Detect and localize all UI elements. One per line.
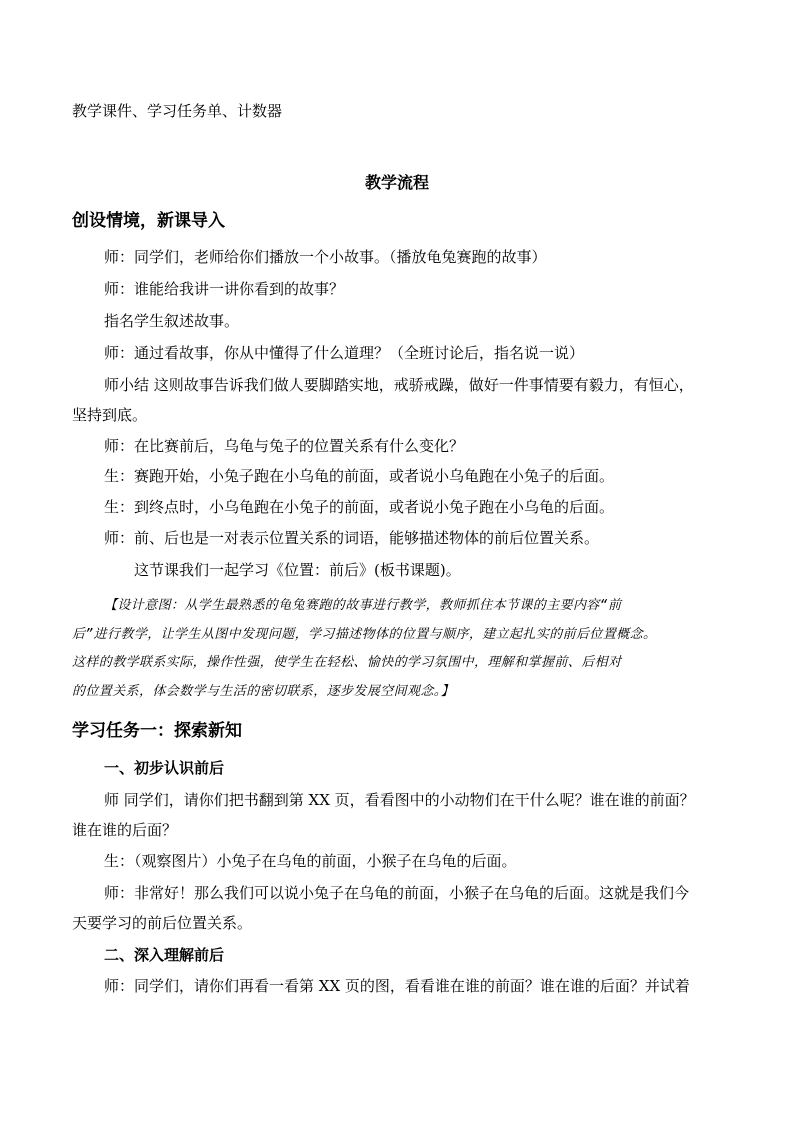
paragraph: 师：在比赛前后，乌龟与兔子的位置关系有什么变化？ (104, 437, 465, 455)
subheading: 一、初步认识前后 (104, 759, 225, 777)
design-intent-line: 后”进行教学，让学生从图中发现问题，学习描述物体的位置与顺序，建立起扎实的前后位置概念。 (72, 627, 657, 642)
paragraph: 师：谁能给我讲一讲你看到的故事？ (104, 280, 345, 298)
paragraph: 师：非常好！那么我们可以说小兔子在乌龟的前面，小猴子在乌龟的后面。这就是我们今 (104, 884, 690, 902)
materials-line: 教学课件、学习任务单、计数器 (72, 102, 283, 120)
process-title: 教学流程 (364, 173, 429, 192)
design-intent-line: 【设计意图：从学生最熟悉的龟兔赛跑的故事进行教学，教师抓住本节课的主要内容“前 (104, 598, 622, 613)
paragraph: 师：同学们，请你们再看一看第 XX 页的图，看看谁在谁的前面？谁在谁的后面？并试着 (104, 977, 690, 995)
design-intent-line: 这样的教学联系实际，操作性强，使学生在轻松、愉快的学习氛围中，理解和掌握前、后相对 (72, 655, 622, 670)
paragraph-continuation: 天要学习的前后位置关系。 (72, 914, 253, 932)
paragraph: 指名学生叙述故事。 (104, 312, 240, 330)
paragraph: 生：赛跑开始，小兔子跑在小乌龟的前面，或者说小乌龟跑在小兔子的后面。 (104, 467, 615, 485)
paragraph: 师：前、后也是一对表示位置关系的词语，能够描述物体的前后位置关系。 (104, 529, 600, 547)
paragraph: 师：通过看故事，你从中懂得了什么道理？（全班讨论后，指名说一说） (104, 344, 585, 362)
paragraph: 生：（观察图片）小兔子在乌龟的前面，小猴子在乌龟的后面。 (104, 852, 517, 870)
paragraph: 师 同学们，请你们把书翻到第 XX 页，看看图中的小动物们在干什么呢？谁在谁的前面？ (104, 791, 695, 809)
subheading: 二、深入理解前后 (104, 946, 225, 964)
paragraph: 这节课我们一起学习《位置：前后》(板书课题)。 (134, 561, 461, 579)
section1-heading: 创设情境，新课导入 (72, 211, 225, 231)
paragraph-continuation: 坚持到底。 (72, 406, 148, 424)
paragraph-continuation: 谁在谁的后面？ (72, 821, 178, 839)
paragraph: 师：同学们，老师给你们播放一个小故事。（播放龟兔赛跑的故事） (104, 248, 547, 266)
paragraph: 师小结 这则故事告诉我们做人要脚踏实地，戒骄戒躁，做好一件事情要有毅力，有恒心， (104, 376, 694, 394)
paragraph: 生：到终点时，小乌龟跑在小兔子的前面，或者说小兔子跑在小乌龟的后面。 (104, 498, 615, 516)
section2-heading: 学习任务一：探索新知 (72, 721, 242, 741)
design-intent-line: 的位置关系，体会数学与生活的密切联系，逐步发展空间观念。】 (72, 684, 455, 699)
